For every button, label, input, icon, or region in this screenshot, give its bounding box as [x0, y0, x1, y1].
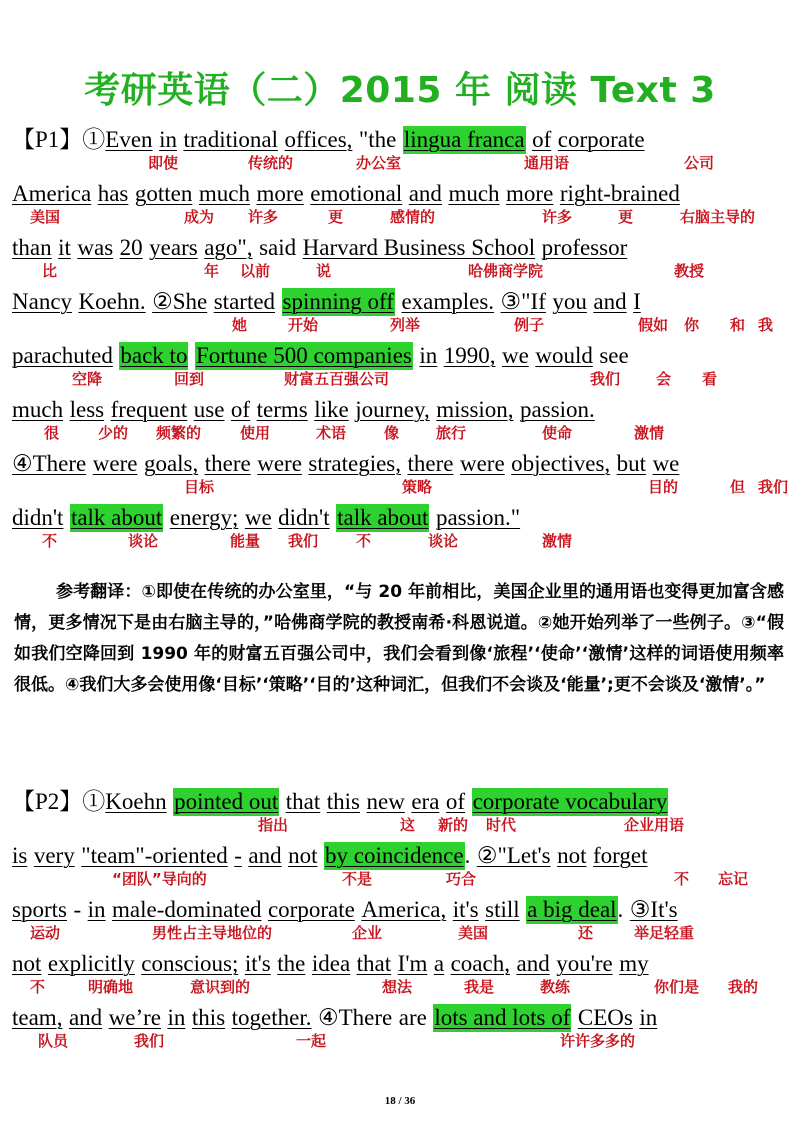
english-line	[12, 1004, 664, 1032]
english-word: terms	[256, 397, 308, 422]
english-word: of	[532, 127, 552, 152]
english-word: ③It's	[629, 897, 678, 922]
chinese-gloss: 更	[328, 208, 344, 226]
english-line	[12, 342, 635, 370]
english-word: started	[213, 289, 276, 314]
english-word: conscious;	[141, 951, 239, 976]
english-line	[12, 896, 684, 924]
chinese-gloss: 想法	[382, 978, 413, 996]
chinese-gloss: 和	[730, 316, 746, 334]
chinese-gloss: 教练	[540, 978, 571, 996]
english-word: didn't	[278, 505, 330, 530]
english-word: were	[92, 451, 138, 476]
chinese-gloss: 不	[42, 532, 58, 550]
chinese-gloss: 我是	[464, 978, 495, 996]
english-word: frequent	[110, 397, 188, 422]
english-word: we	[502, 343, 529, 368]
chinese-gloss: 巧合	[446, 870, 477, 888]
english-word: see	[599, 343, 629, 368]
english-word: very	[33, 843, 75, 868]
chinese-gloss: 哈佛商学院	[468, 262, 544, 280]
highlighted-phrase: corporate vocabulary	[472, 789, 668, 814]
english-word: ③"If	[500, 289, 546, 314]
english-word: ②"Let's	[476, 843, 551, 868]
english-word: Even	[105, 127, 153, 152]
english-line	[12, 788, 675, 816]
english-word: is	[12, 843, 28, 868]
english-word: passion.	[520, 397, 595, 422]
english-line	[12, 504, 527, 532]
english-word: Harvard Business School	[302, 235, 536, 260]
chinese-gloss: 年	[204, 262, 220, 280]
english-word: didn't	[12, 505, 64, 530]
english-word: the	[277, 951, 306, 976]
chinese-gloss: 更	[618, 208, 634, 226]
english-word: idea	[311, 951, 351, 976]
chinese-gloss: 我们	[288, 532, 319, 550]
chinese-gloss: 意识到的	[190, 978, 251, 996]
english-word: less	[69, 397, 105, 422]
english-word: coach,	[450, 951, 510, 976]
highlighted-phrase: spinning off	[282, 289, 394, 314]
english-word: my	[619, 951, 649, 976]
english-word: Koehn.	[78, 289, 146, 314]
highlighted-phrase: a big deal	[527, 897, 617, 922]
chinese-gloss: 频繁的	[156, 424, 202, 442]
highlighted-phrase: Fortune 500 companies	[195, 343, 412, 368]
chinese-gloss: 策略	[402, 478, 433, 496]
chinese-gloss: 说	[316, 262, 332, 280]
english-word: -	[234, 843, 242, 868]
chinese-gloss: 公司	[684, 154, 715, 172]
english-word: and	[248, 843, 282, 868]
page-title: 考研英语（二）2015 年 阅读 Text 3	[84, 70, 716, 111]
chinese-gloss: 但	[730, 478, 746, 496]
english-word: it's	[452, 897, 479, 922]
english-word: ②She	[152, 289, 208, 314]
chinese-gloss: 谈论	[428, 532, 459, 550]
english-word: I'm	[397, 951, 428, 976]
english-word: and	[408, 181, 442, 206]
chinese-gloss: 许多	[248, 208, 279, 226]
chinese-gloss: 指出	[258, 816, 289, 834]
chinese-gloss: 美国	[458, 924, 489, 942]
chinese-gloss: 企业用语	[624, 816, 685, 834]
chinese-gloss: 看	[702, 370, 718, 388]
english-word: 【P2】①	[12, 789, 106, 814]
english-word: has	[97, 181, 129, 206]
english-word: we	[244, 505, 272, 530]
english-word: in	[167, 1005, 186, 1030]
chinese-gloss: 明确地	[88, 978, 134, 996]
english-word: were	[257, 451, 302, 476]
chinese-gloss: 新的	[438, 816, 469, 834]
chinese-gloss: 即使	[148, 154, 179, 172]
english-word: sports	[12, 897, 67, 922]
chinese-gloss: 你	[684, 316, 700, 334]
english-line	[12, 842, 654, 870]
chinese-gloss: 不	[674, 870, 690, 888]
english-word: passion."	[435, 505, 521, 530]
english-word: you	[552, 289, 587, 314]
english-word: in	[419, 343, 438, 368]
english-word: not	[288, 843, 318, 868]
chinese-gloss: 时代	[486, 816, 517, 834]
english-word: it	[58, 235, 71, 260]
chinese-gloss: 一起	[296, 1032, 327, 1050]
page-number: 18 / 36	[384, 1095, 416, 1107]
chinese-gloss: 旅行	[436, 424, 467, 442]
english-line	[12, 450, 686, 478]
english-word: much	[12, 397, 64, 422]
english-word: forget	[592, 843, 648, 868]
english-word: examples.	[401, 289, 495, 314]
chinese-gloss: 通用语	[524, 154, 570, 172]
chinese-gloss: 假如	[638, 316, 669, 334]
chinese-gloss: 会	[656, 370, 672, 388]
chinese-gloss: 我的	[728, 978, 759, 996]
chinese-gloss: 她	[232, 316, 248, 334]
english-word: mission,	[436, 397, 514, 422]
english-word: offices,	[284, 127, 353, 152]
english-word: would	[535, 343, 593, 368]
chinese-gloss: 我们	[134, 1032, 165, 1050]
english-word: more	[506, 181, 554, 206]
english-word: Nancy	[12, 289, 73, 314]
english-word: .	[617, 897, 624, 922]
english-word: Koehn	[105, 789, 167, 814]
english-word: ago",	[204, 235, 253, 260]
chinese-gloss: 术语	[316, 424, 347, 442]
chinese-gloss: 空降	[72, 370, 103, 388]
chinese-gloss: 这	[400, 816, 416, 834]
chinese-gloss: 许许多多的	[560, 1032, 636, 1050]
chinese-gloss: 右脑主导的	[680, 208, 756, 226]
english-word: America	[12, 181, 92, 206]
english-word: in	[87, 897, 106, 922]
english-word: not	[557, 843, 587, 868]
chinese-gloss: 激情	[542, 532, 573, 550]
highlighted-phrase: lingua franca	[403, 127, 525, 152]
chinese-gloss: 成为	[184, 208, 215, 226]
english-word: and	[68, 1005, 103, 1030]
english-line	[12, 180, 686, 208]
chinese-gloss: 使用	[240, 424, 271, 442]
english-word: but	[616, 451, 647, 476]
english-word: traditional	[183, 127, 278, 152]
chinese-gloss: 我们	[590, 370, 621, 388]
chinese-gloss: 目标	[184, 478, 215, 496]
chinese-gloss: 企业	[352, 924, 383, 942]
english-word: ④There	[318, 1005, 393, 1030]
chinese-gloss: 不	[30, 978, 46, 996]
chinese-gloss: 能量	[230, 532, 261, 550]
chinese-gloss: 列举	[390, 316, 421, 334]
chinese-gloss: 目的	[648, 478, 679, 496]
chinese-gloss: 运动	[30, 924, 61, 942]
chinese-gloss: 像	[384, 424, 400, 442]
english-line	[12, 950, 655, 978]
chinese-gloss: 回到	[174, 370, 205, 388]
english-word: corporate	[557, 127, 645, 152]
chinese-gloss: 不	[356, 532, 372, 550]
english-word: CEOs	[577, 1005, 633, 1030]
english-word: of	[230, 397, 251, 422]
chinese-gloss: 忘记	[718, 870, 749, 888]
english-word: this	[191, 1005, 226, 1030]
highlighted-phrase: pointed out	[174, 789, 279, 814]
highlighted-phrase: talk about	[337, 505, 429, 530]
english-line	[12, 396, 601, 424]
english-word: "the	[358, 127, 397, 152]
english-word: in	[159, 127, 177, 152]
english-word: said	[259, 235, 297, 260]
chinese-gloss: 例子	[514, 316, 545, 334]
english-word: and	[593, 289, 627, 314]
chinese-gloss: 队员	[38, 1032, 69, 1050]
chinese-gloss: 感情的	[390, 208, 436, 226]
chinese-gloss: 美国	[30, 208, 61, 226]
chinese-gloss: 少的	[98, 424, 129, 442]
english-word: "team"-oriented	[81, 843, 228, 868]
english-word: like	[314, 397, 349, 422]
english-word: use	[193, 397, 225, 422]
english-word: much	[448, 181, 500, 206]
english-word: in	[639, 1005, 658, 1030]
english-word: more	[256, 181, 304, 206]
chinese-gloss: 使命	[542, 424, 573, 442]
chinese-gloss: 我	[758, 316, 774, 334]
english-word: objectives,	[511, 451, 611, 476]
english-word: we’re	[108, 1005, 162, 1030]
english-word: there	[204, 451, 251, 476]
translation-paragraph: 参考翻译：①即使在传统的办公室里，“与 20 年前相比，美国企业里的通用语也变得更加富含感情，更多情况下是由右脑主导的，”哈佛商学院的教授南希·科恩说道。②她开始列举了一些例子。③“假如我们空降回到 1990 年的财富五百强公司中，我们会看到像‘旅程’‘使命’‘激情’这样的词语使用频率很低。④我们大多会使用像‘目标’‘策略’‘目的’这种词汇，但我们不会谈及‘能量’;更不会谈及‘激情’。”	[14, 582, 784, 695]
chinese-gloss: 教授	[674, 262, 705, 280]
english-word: 1990,	[443, 343, 496, 368]
english-word: new	[366, 789, 405, 814]
chinese-gloss: 你们是	[654, 978, 700, 996]
english-line	[12, 288, 647, 316]
chinese-gloss: 男性占主导地位的	[152, 924, 273, 942]
english-word: together.	[231, 1005, 312, 1030]
english-word: corporate	[267, 897, 355, 922]
english-word: right-brained	[559, 181, 680, 206]
chinese-gloss: “团队”导向的	[112, 870, 207, 888]
english-word: strategies,	[308, 451, 402, 476]
english-word: energy;	[169, 505, 239, 530]
chinese-gloss: 很	[44, 424, 60, 442]
highlighted-phrase: lots and lots of	[434, 1005, 571, 1030]
chinese-gloss: 以前	[240, 262, 271, 280]
chinese-gloss: 传统的	[248, 154, 294, 172]
highlighted-phrase: back to	[120, 343, 188, 368]
chinese-gloss: 还	[578, 924, 594, 942]
english-word: 【P1】①	[12, 127, 106, 152]
chinese-gloss: 举足轻重	[634, 924, 695, 942]
english-word: are	[398, 1005, 427, 1030]
chinese-gloss: 许多	[542, 208, 573, 226]
english-word: team,	[12, 1005, 63, 1030]
english-word: still	[485, 897, 520, 922]
highlighted-phrase: talk about	[70, 505, 163, 530]
english-line	[12, 126, 651, 154]
english-word: America,	[361, 897, 447, 922]
english-word: ④There	[12, 451, 87, 476]
english-word: era	[411, 789, 440, 814]
chinese-gloss: 激情	[634, 424, 665, 442]
english-word: 20	[119, 235, 143, 260]
english-word: was	[77, 235, 114, 260]
english-word: I	[633, 289, 641, 314]
english-word: explicitly	[47, 951, 135, 976]
chinese-gloss: 办公室	[356, 154, 402, 172]
chinese-gloss: 不是	[342, 870, 373, 888]
chinese-gloss: 比	[42, 262, 58, 280]
english-word: professor	[541, 235, 628, 260]
english-word: of	[445, 789, 466, 814]
chinese-gloss: 谈论	[128, 532, 159, 550]
english-word: years	[149, 235, 198, 260]
chinese-gloss: 我们	[758, 478, 789, 496]
english-word: were	[459, 451, 505, 476]
english-word: we	[652, 451, 680, 476]
highlighted-phrase: by coincidence	[325, 843, 464, 868]
english-word: goals,	[143, 451, 199, 476]
english-word: than	[12, 235, 52, 260]
english-word: emotional	[310, 181, 403, 206]
english-word: it's	[244, 951, 271, 976]
english-word: gotten	[134, 181, 193, 206]
english-word: that	[356, 951, 392, 976]
chinese-gloss: 开始	[288, 316, 319, 334]
english-word: a	[433, 951, 445, 976]
english-word: journey,	[355, 397, 430, 422]
english-word: not	[12, 951, 42, 976]
english-word: .	[464, 843, 471, 868]
english-word: much	[198, 181, 250, 206]
english-word: male-dominated	[112, 897, 262, 922]
chinese-gloss: 财富五百强公司	[284, 370, 390, 388]
english-word: that	[285, 789, 321, 814]
english-word: -	[73, 897, 82, 922]
english-word: and	[516, 951, 550, 976]
english-word: parachuted	[12, 343, 113, 368]
english-word: this	[326, 789, 360, 814]
english-word: you're	[556, 951, 613, 976]
english-word: there	[407, 451, 454, 476]
english-line	[12, 234, 634, 262]
